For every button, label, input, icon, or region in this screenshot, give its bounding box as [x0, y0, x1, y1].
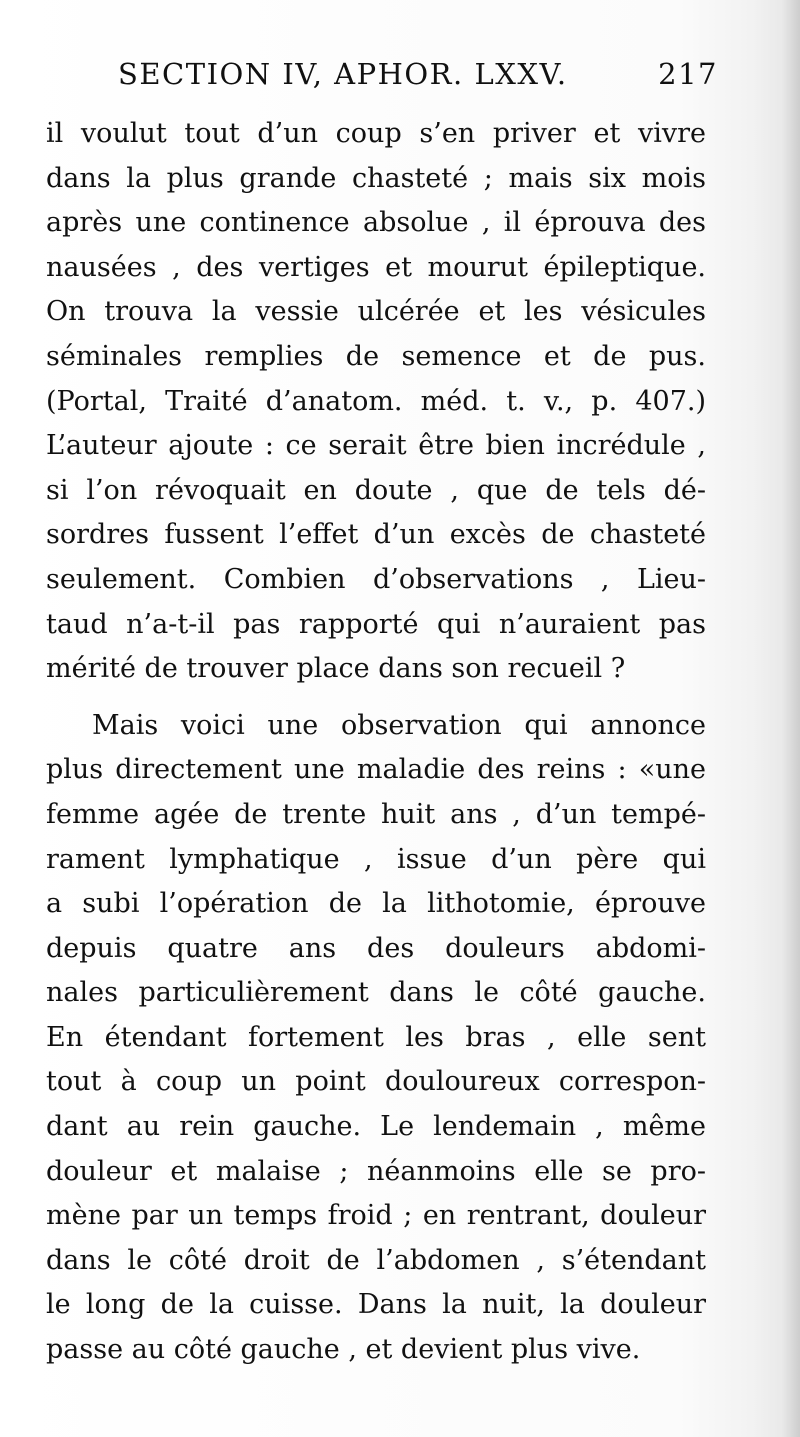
text-line: nausées , des vertiges et mourut épileptique. [46, 251, 706, 283]
paragraph-gap [46, 692, 706, 704]
text-line: En étendant fortement les bras , elle sent [46, 1021, 706, 1053]
text-line: depuis quatre ans des douleurs abdomi- [46, 932, 706, 964]
paragraph-1 [46, 112, 706, 692]
text-line: séminales remplies de semence et de pus. [46, 340, 706, 372]
text-line: seulement. Combien d’observations , Lieu- [46, 563, 706, 595]
text-line: mène par un temps froid ; en rentrant, douleur [46, 1200, 706, 1232]
text-line: a subi l’opération de la lithotomie, éprouve [46, 888, 706, 920]
text-line: nales particulièrement dans le côté gauche. [46, 977, 706, 1009]
text-line: le long de la cuisse. Dans la nuit, la douleur [46, 1289, 706, 1321]
text-line: après une continence absolue , il éprouva des [46, 207, 706, 239]
text-line: si l’on révoquait en doute , que de tels dé- [46, 474, 706, 506]
text-line: dans la plus grande chasteté ; mais six mois [46, 162, 706, 194]
page-edge-shadow [782, 0, 800, 1437]
text-line: (Portal, Traité d’anatom. méd. t. v., p. 407.) [46, 385, 706, 417]
page-header [118, 52, 718, 96]
text-line: plus directement une maladie des reins : «une [46, 754, 706, 786]
text-line: il voulut tout d’un coup s’en priver et vivre [46, 118, 706, 149]
text-line: mérité de trouver place dans son recueil ? [46, 653, 626, 685]
paragraph-2 [46, 704, 706, 1373]
body-text [46, 112, 706, 1373]
text-line: femme agée de trente huit ans , d’un tempé- [46, 798, 706, 830]
text-line: douleur et malaise ; néanmoins elle se pro- [46, 1155, 706, 1187]
text-line: dant au rein gauche. Le lendemain , même [46, 1111, 706, 1143]
text-line: rament lymphatique , issue d’un père qui [46, 843, 706, 875]
text-line: taud n’a-t-il pas rapporté qui n’auraient pas [46, 608, 706, 640]
text-line: sordres fussent l’effet d’un excès de chasteté [46, 519, 706, 551]
text-line: dans le côté droit de l’abdomen , s’étendant [46, 1244, 706, 1276]
running-head: SECTION IV, APHOR. LXXV. [118, 57, 568, 91]
text-line: tout à coup un point douloureux correspon- [46, 1066, 706, 1098]
text-line: passe au côté gauche , et devient plus vive. [46, 1334, 641, 1366]
page-number: 217 [658, 57, 718, 91]
text-line: Mais voici une observation qui annonce [92, 709, 706, 741]
text-line: L’auteur ajoute : ce serait être bien incrédule , [46, 430, 706, 462]
text-line: On trouva la vessie ulcérée et les vésicules [46, 296, 706, 328]
